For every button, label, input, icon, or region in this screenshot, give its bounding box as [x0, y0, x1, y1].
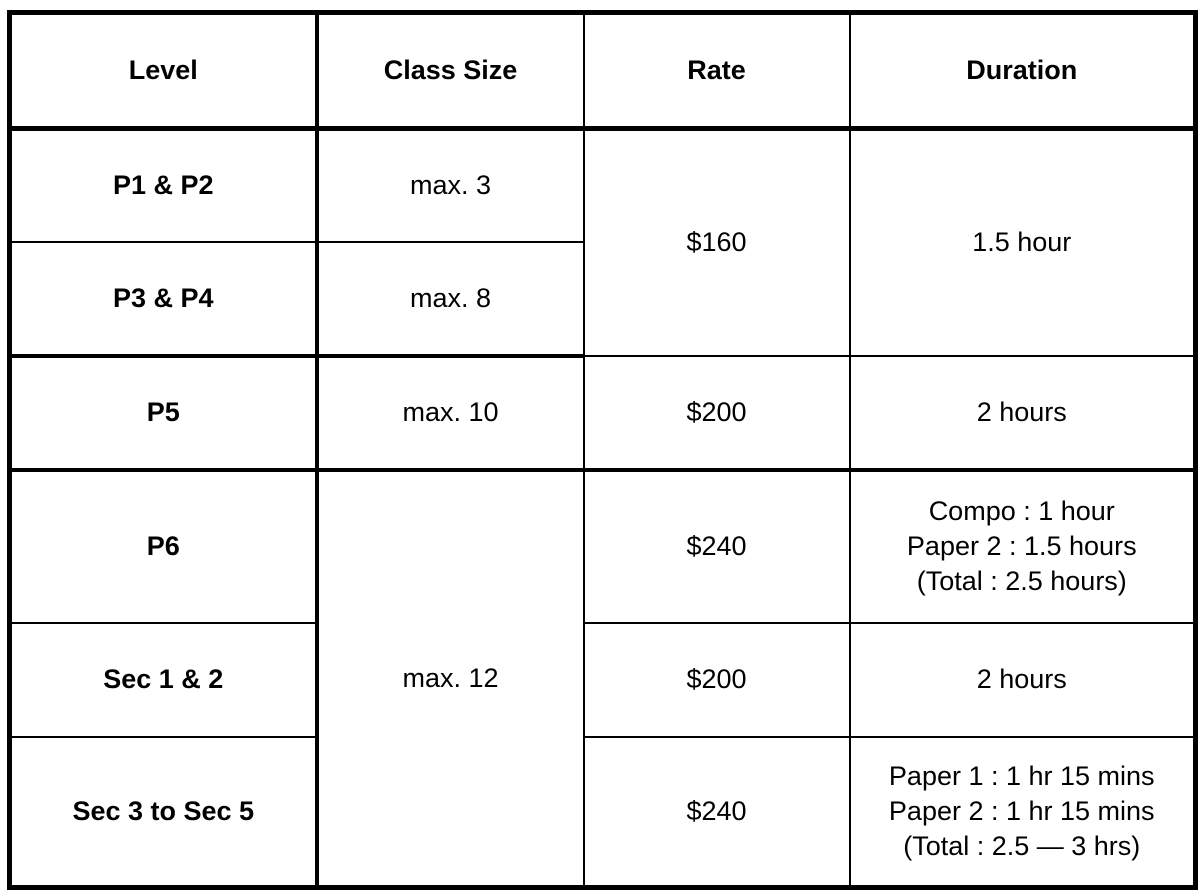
rate-cell: $160	[584, 129, 850, 356]
duration-cell	[850, 356, 1196, 470]
duration-cell	[850, 623, 1196, 737]
header-level: Level	[10, 13, 317, 129]
rate-cell: $240	[584, 737, 850, 888]
duration-line: (Total : 2.5 hours)	[916, 566, 1127, 596]
duration-cell	[850, 129, 1196, 356]
duration-cell	[850, 470, 1196, 623]
duration-line: Paper 2 : 1 hr 15 mins	[888, 795, 1155, 826]
duration-line: Paper 2 : 1.5 hours	[906, 531, 1137, 561]
duration-line: 2 hours	[976, 664, 1067, 694]
level-cell: Sec 1 & 2	[10, 623, 317, 737]
header-duration: Duration	[850, 13, 1196, 129]
header-rate: Rate	[584, 13, 850, 129]
duration-line: 1.5 hour	[972, 227, 1072, 258]
pricing-table	[7, 10, 1198, 890]
duration-line: 2 hours	[976, 396, 1067, 427]
level-cell: P3 & P4	[10, 242, 317, 356]
duration-cell	[850, 737, 1196, 888]
rate-cell: $200	[584, 356, 850, 470]
rate-cell: $200	[584, 623, 850, 737]
header-class-size: Class Size	[317, 13, 584, 129]
table-row	[10, 470, 1196, 623]
table-row	[10, 356, 1196, 470]
class-size-cell: max. 3	[317, 129, 584, 242]
table-row	[10, 129, 1196, 242]
level-cell: P5	[10, 356, 317, 470]
duration-line: Paper 1 : 1 hr 15 mins	[888, 760, 1155, 791]
table-row	[10, 623, 1196, 737]
level-cell: P1 & P2	[10, 129, 317, 242]
duration-line: (Total : 2.5 — 3 hrs)	[903, 830, 1141, 861]
level-cell: P6	[10, 470, 317, 623]
rate-cell: $240	[584, 470, 850, 623]
table-row	[10, 737, 1196, 888]
class-size-cell: max. 10	[317, 356, 584, 470]
duration-line: Compo : 1 hour	[928, 496, 1115, 526]
level-cell: Sec 3 to Sec 5	[10, 737, 317, 888]
class-size-cell: max. 12	[317, 470, 584, 888]
class-size-cell: max. 8	[317, 242, 584, 356]
header-row	[10, 13, 1196, 129]
